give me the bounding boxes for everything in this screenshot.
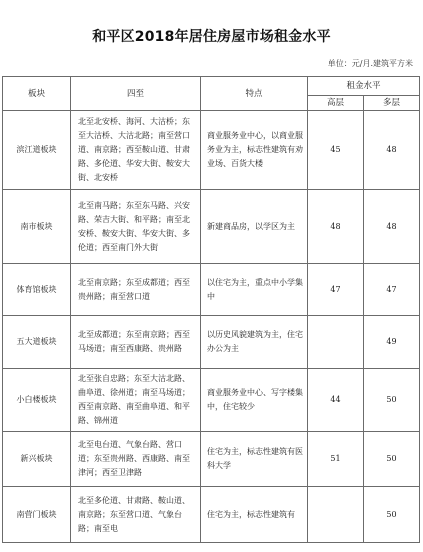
rent-high-rise: [308, 487, 364, 543]
table-row: [3, 264, 420, 316]
rent-multi-story: 50: [364, 487, 420, 543]
rent-multi-story: 47: [364, 264, 420, 316]
block-name: 小白楼板块: [3, 369, 71, 432]
rent-high-rise: 51: [308, 432, 364, 487]
block-features: 商业服务业中心、写字楼集中，住宅较少: [201, 369, 308, 432]
unit-note: 单位：元/月.建筑平方米: [327, 59, 413, 68]
block-name: 五大道板块: [3, 316, 71, 369]
block-boundary: 北至南马路；东至东马路、兴安路、荣吉大街、和平路；南至北安桥、鞍安大街、华安大街、多伦道；西至南门外大街: [71, 190, 201, 264]
header-block: 板块: [3, 77, 71, 111]
block-name: 滨江道板块: [3, 111, 71, 190]
header-boundary: 四至: [71, 77, 201, 111]
rent-table: [2, 76, 420, 543]
block-features: 住宅为主，标志性建筑有: [201, 487, 308, 543]
table-row: [3, 369, 420, 432]
rent-multi-story: 48: [364, 190, 420, 264]
block-features: 商业服务业中心，以商业服务业为主，标志性建筑有劝业场、百货大楼: [201, 111, 308, 190]
rent-multi-story: 50: [364, 432, 420, 487]
rent-high-rise: 48: [308, 190, 364, 264]
block-name: 南市板块: [3, 190, 71, 264]
block-boundary: 北至南京路；东至成都道；西至贵州路；南至营口道: [71, 264, 201, 316]
block-name: 南营门板块: [3, 487, 71, 543]
rent-high-rise: 45: [308, 111, 364, 190]
block-features: 以历史风貌建筑为主，住宅办公为主: [201, 316, 308, 369]
block-name: 新兴板块: [3, 432, 71, 487]
rent-multi-story: 48: [364, 111, 420, 190]
block-boundary: 北至北安桥、海河、大沽桥；东至大沽桥、大沽北路；南至营口道、南京路；西至鞍山道、甘肃路、多伦道、华安大街、鞍安大街、北安桥: [71, 111, 201, 190]
rent-multi-story: 50: [364, 369, 420, 432]
header-rent-level: 租金水平: [308, 77, 420, 96]
block-features: 以住宅为主，重点中小学集中: [201, 264, 308, 316]
table-row: [3, 316, 420, 369]
table-row: [3, 432, 420, 487]
rent-high-rise: 44: [308, 369, 364, 432]
rent-multi-story: 49: [364, 316, 420, 369]
table-row: [3, 190, 420, 264]
document-title: 和平区2018年居住房屋市场租金水平: [92, 29, 331, 45]
block-boundary: 北至多伦道、甘肃路、鞍山道、南京路；东至营口道、气象台路；南至电: [71, 487, 201, 543]
block-boundary: 北至电台道、气象台路、营口道；东至贵州路、西康路、南至津河；西至卫津路: [71, 432, 201, 487]
block-boundary: 北至张自忠路；东至大沽北路、曲阜道、徐州道；南至马场道；西至南京路、南至曲阜道、和平路、锦州道: [71, 369, 201, 432]
block-name: 体育馆板块: [3, 264, 71, 316]
header-features: 特点: [201, 77, 308, 111]
table-row: [3, 487, 420, 543]
block-boundary: 北至成都道；东至南京路；西至马场道；南至西康路、贵州路: [71, 316, 201, 369]
header-multi-story: 多层: [364, 96, 420, 111]
rent-high-rise: 47: [308, 264, 364, 316]
block-features: 新建商品房，以学区为主: [201, 190, 308, 264]
rent-high-rise: [308, 316, 364, 369]
block-features: 住宅为主，标志性建筑有医科大学: [201, 432, 308, 487]
table-row: [3, 111, 420, 190]
header-high-rise: 高层: [308, 96, 364, 111]
